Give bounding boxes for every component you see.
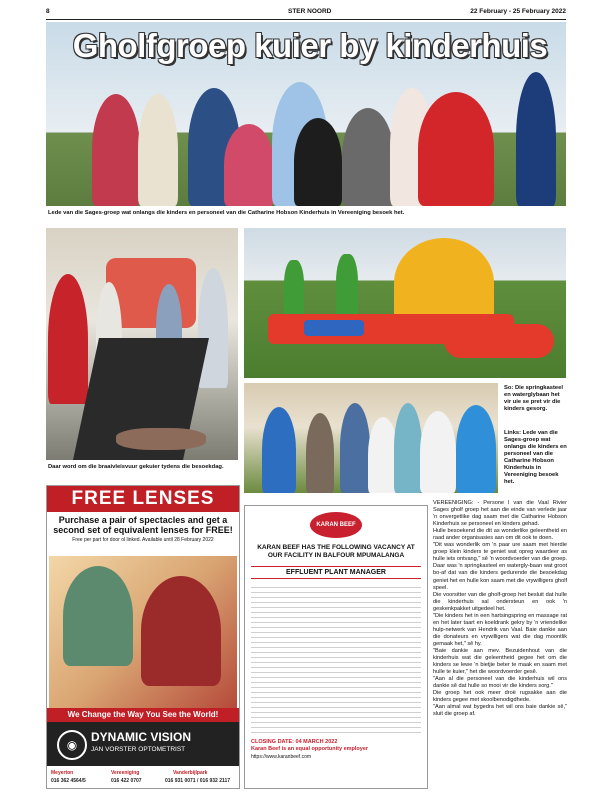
karan-closing-date: CLOSING DATE: 04 MARCH 2022	[251, 739, 338, 745]
karan-employer-note: Karan Beef is an equal opportunity employer	[251, 746, 369, 752]
caption-braai: Daar word om die braaivleisvuur gekuier tydens die besoekdag.	[48, 464, 224, 470]
article-body	[433, 500, 567, 786]
karan-website[interactable]: https://www.karanbeef.com	[251, 754, 312, 760]
ad-lenses-brand-bar	[47, 722, 239, 766]
karan-logo: KARAN BEEF	[310, 512, 362, 538]
karan-body-text	[251, 583, 421, 733]
ad-lenses-brand: DYNAMIC VISION	[91, 730, 192, 744]
issue-dates: 22 February - 25 February 2022	[470, 8, 566, 15]
ad-lenses-photo	[49, 556, 237, 708]
article-paragraph: "Die kinders het in een hartsingspring en massage rat en het later taart en koeldrank gekry by 'n vriendelike hulp-netwerk van Hendrik van Vaal. Baie dankie aan die donateurs en vrywilligers wat die dag moontlik gemaak het," sê hy.	[433, 612, 567, 647]
ad-lenses-subtitle: Purchase a pair of spectacles and get a second set of equivalent lenses for FREE!	[53, 515, 233, 535]
ad-lenses-terms: Free per part for door ol linked. Available until 28 February 2022	[72, 537, 214, 543]
section-name: STER NOORD	[288, 8, 332, 15]
karan-position: EFFLUENT PLANT MANAGER	[251, 566, 421, 579]
caption-second-group: Links: Lede van die Sages-groep wat onlangs die kinders en personeel van die Catharine Hobson Kinderhuis in Vereeniging besoek het.	[504, 430, 567, 485]
location-vanderbijlpark: Vanderbijlpark	[173, 770, 208, 776]
ad-lenses-brand-sub: JAN VORSTER OPTOMETRIST	[91, 746, 186, 753]
eye-icon: ◉	[57, 730, 87, 760]
free-lenses-ad[interactable]	[46, 485, 240, 789]
article-paragraph: Hulle besoekend die dit as wonderlike geleentheid en raad ander organisasies aan om dit ook te doen.	[433, 528, 567, 542]
phone-meyerton: 016 362 4564/5	[51, 778, 86, 784]
braai-photo	[46, 228, 238, 460]
karan-heading: KARAN BEEF HAS THE FOLLOWING VACANCY AT OUR FACILITY IN BALFOUR MPUMALANGA	[257, 544, 415, 559]
ad-lenses-title: FREE LENSES	[47, 486, 239, 512]
bouncy-castle-photo	[244, 228, 566, 378]
article-paragraph: "Aan almal wat bygedra het wil ons baie dankie sê," sluit die groep af.	[433, 704, 567, 718]
phone-vanderbijlpark: 016 931 0071 / 016 932 2117	[165, 778, 231, 784]
second-group-photo	[244, 383, 498, 493]
caption-main-photo: Lede van die Sages-groep wat onlangs die kinders en personeel van die Catharine Hobson Kinderhuis in Vereeniging besoek het.	[48, 210, 405, 216]
article-paragraph: Die voorsitter van die gholf-groep het besluit dat hulle die kinderhuis sal ondersteun en ook 'n geskenkpakket uitgedeel het.	[433, 591, 567, 612]
article-paragraph: Die groep het ook meer droë rugsakke aan die kinders gegee met skoolbenodigdhede.	[433, 690, 567, 704]
caption-bouncy-castle: So: Die springkasteel en waterglybaan het vir uie se pret vir die kinders gesorg.	[504, 385, 563, 412]
location-meyerton: Meyerton	[51, 770, 74, 776]
headline: Gholfgroep kuier by kinderhuis	[72, 27, 548, 64]
page-number: 8	[46, 8, 50, 15]
phone-vereeniging: 016 422 0707	[111, 778, 142, 784]
location-vereeniging: Vereeniging	[111, 770, 140, 776]
article-paragraph: "Baie dankie aan mev. Bezuidenhout van die kinderhuis wat die geleentheid gegee het om die kinders se lewe 'n bietjie beter te maak en saam met hulle te kuier," het die woordvoerder gesê.	[433, 647, 567, 676]
header-divider	[46, 19, 566, 20]
article-paragraph: "Aan al die personeel van die kinderhuis wil ons dankie sê dat hulle so mooi vir die kinders sorg."	[433, 676, 567, 690]
ad-lenses-tagline: We Change the Way You See the World!	[47, 708, 239, 722]
article-paragraph: "Dit was wonderlik om 'n paar ure saam met hierdie groep klein kinders te geniet wat opreg waardeer as hulle iets ontvang," sê 'n woordvoerder van die groep. Daar was 'n springkasteel en watergly-baan wat groot bo-af dat van die kinders gedurende die besoekdag geniet het en hulle kon saam met die vrywilligers gholf speel.	[433, 542, 567, 591]
ad-lenses-contacts	[47, 768, 239, 788]
article-paragraph: VEREENIGING: - Persone l van die Vaal Rivier Sages gholf groep het aan die einde van verlede jaar 'n onvergetlike dag saam met die Catharine Hobson Kinderhuis se personeel en kinders gehad.	[433, 500, 567, 528]
karan-beef-ad[interactable]	[244, 505, 428, 789]
